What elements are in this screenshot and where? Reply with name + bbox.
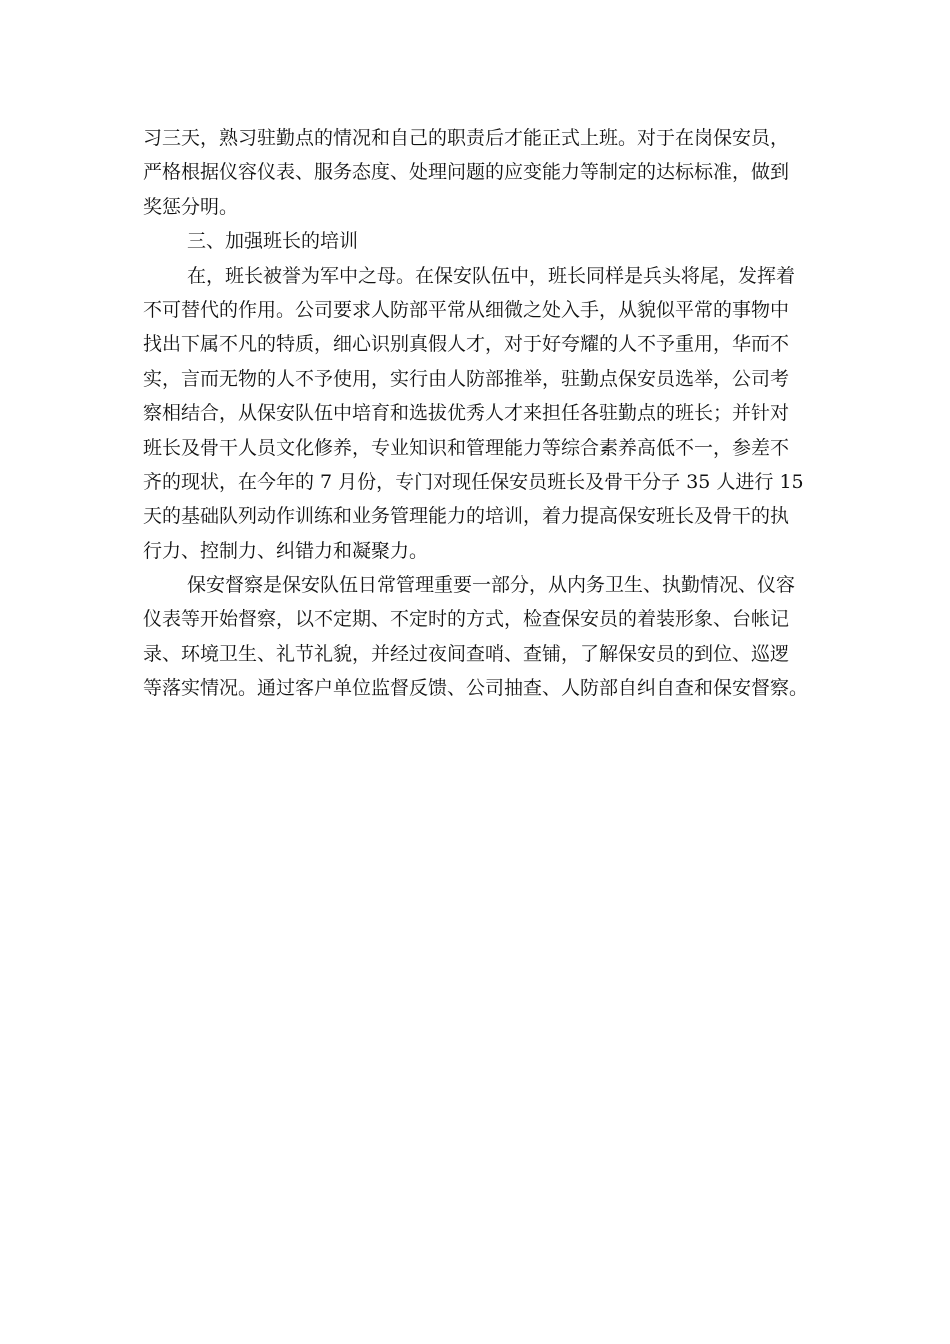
text-line: 行力、控制力、纠错力和凝聚力。 [143,539,429,562]
text-line: 不可替代的作用。公司要求人防部平常从细微之处入手，从貌似平常的事物中 [143,298,790,321]
text-line: 录、环境卫生、礼节礼貌，并经过夜间查哨、查铺，了解保安员的到位、巡逻 [143,642,790,665]
text-line: 保安督察是保安队伍日常管理重要一部分，从内务卫生、执勤情况、仪容 [187,574,796,597]
text-line: 齐的现状，在今年的 7 月份，专门对现任保安员班长及骨干分子 35 人进行 15 [143,470,804,493]
text-line: 在，班长被誉为军中之母。在保安队伍中，班长同样是兵头将尾，发挥着 [187,264,796,287]
text-line: 等落实情况。通过客户单位监督反馈、公司抽查、人防部自纠自查和保安督察。 [143,677,809,700]
text-line: 习三天，熟习驻勤点的情况和自己的职责后才能正式上班。对于在岗保安员， [143,127,790,149]
text-line: 找出下属不凡的特质，细心识别真假人才，对于好夸耀的人不予重用，华而不 [143,333,790,356]
document-body [143,121,823,706]
text-line: 严格根据仪容仪表、服务态度、处理问题的应变能力等制定的达标标准，做到 [143,161,790,184]
text-line: 奖惩分明。 [143,195,239,218]
text-line: 三、加强班长的培训 [187,230,359,253]
text-line: 察相结合，从保安队伍中培育和选拔优秀人才来担任各驻勤点的班长；并针对 [143,402,790,425]
text-line: 仪表等开始督察，以不定期、不定时的方式，检查保安员的着装形象、台帐记 [143,608,790,631]
text-line: 天的基础队列动作训练和业务管理能力的培训，着力提高保安班长及骨干的执 [143,505,790,528]
text-line: 班长及骨干人员文化修养，专业知识和管理能力等综合素养高低不一，参差不 [143,436,790,459]
text-line: 实，言而无物的人不予使用，实行由人防部推举，驻勤点保安员选举，公司考 [143,367,790,390]
